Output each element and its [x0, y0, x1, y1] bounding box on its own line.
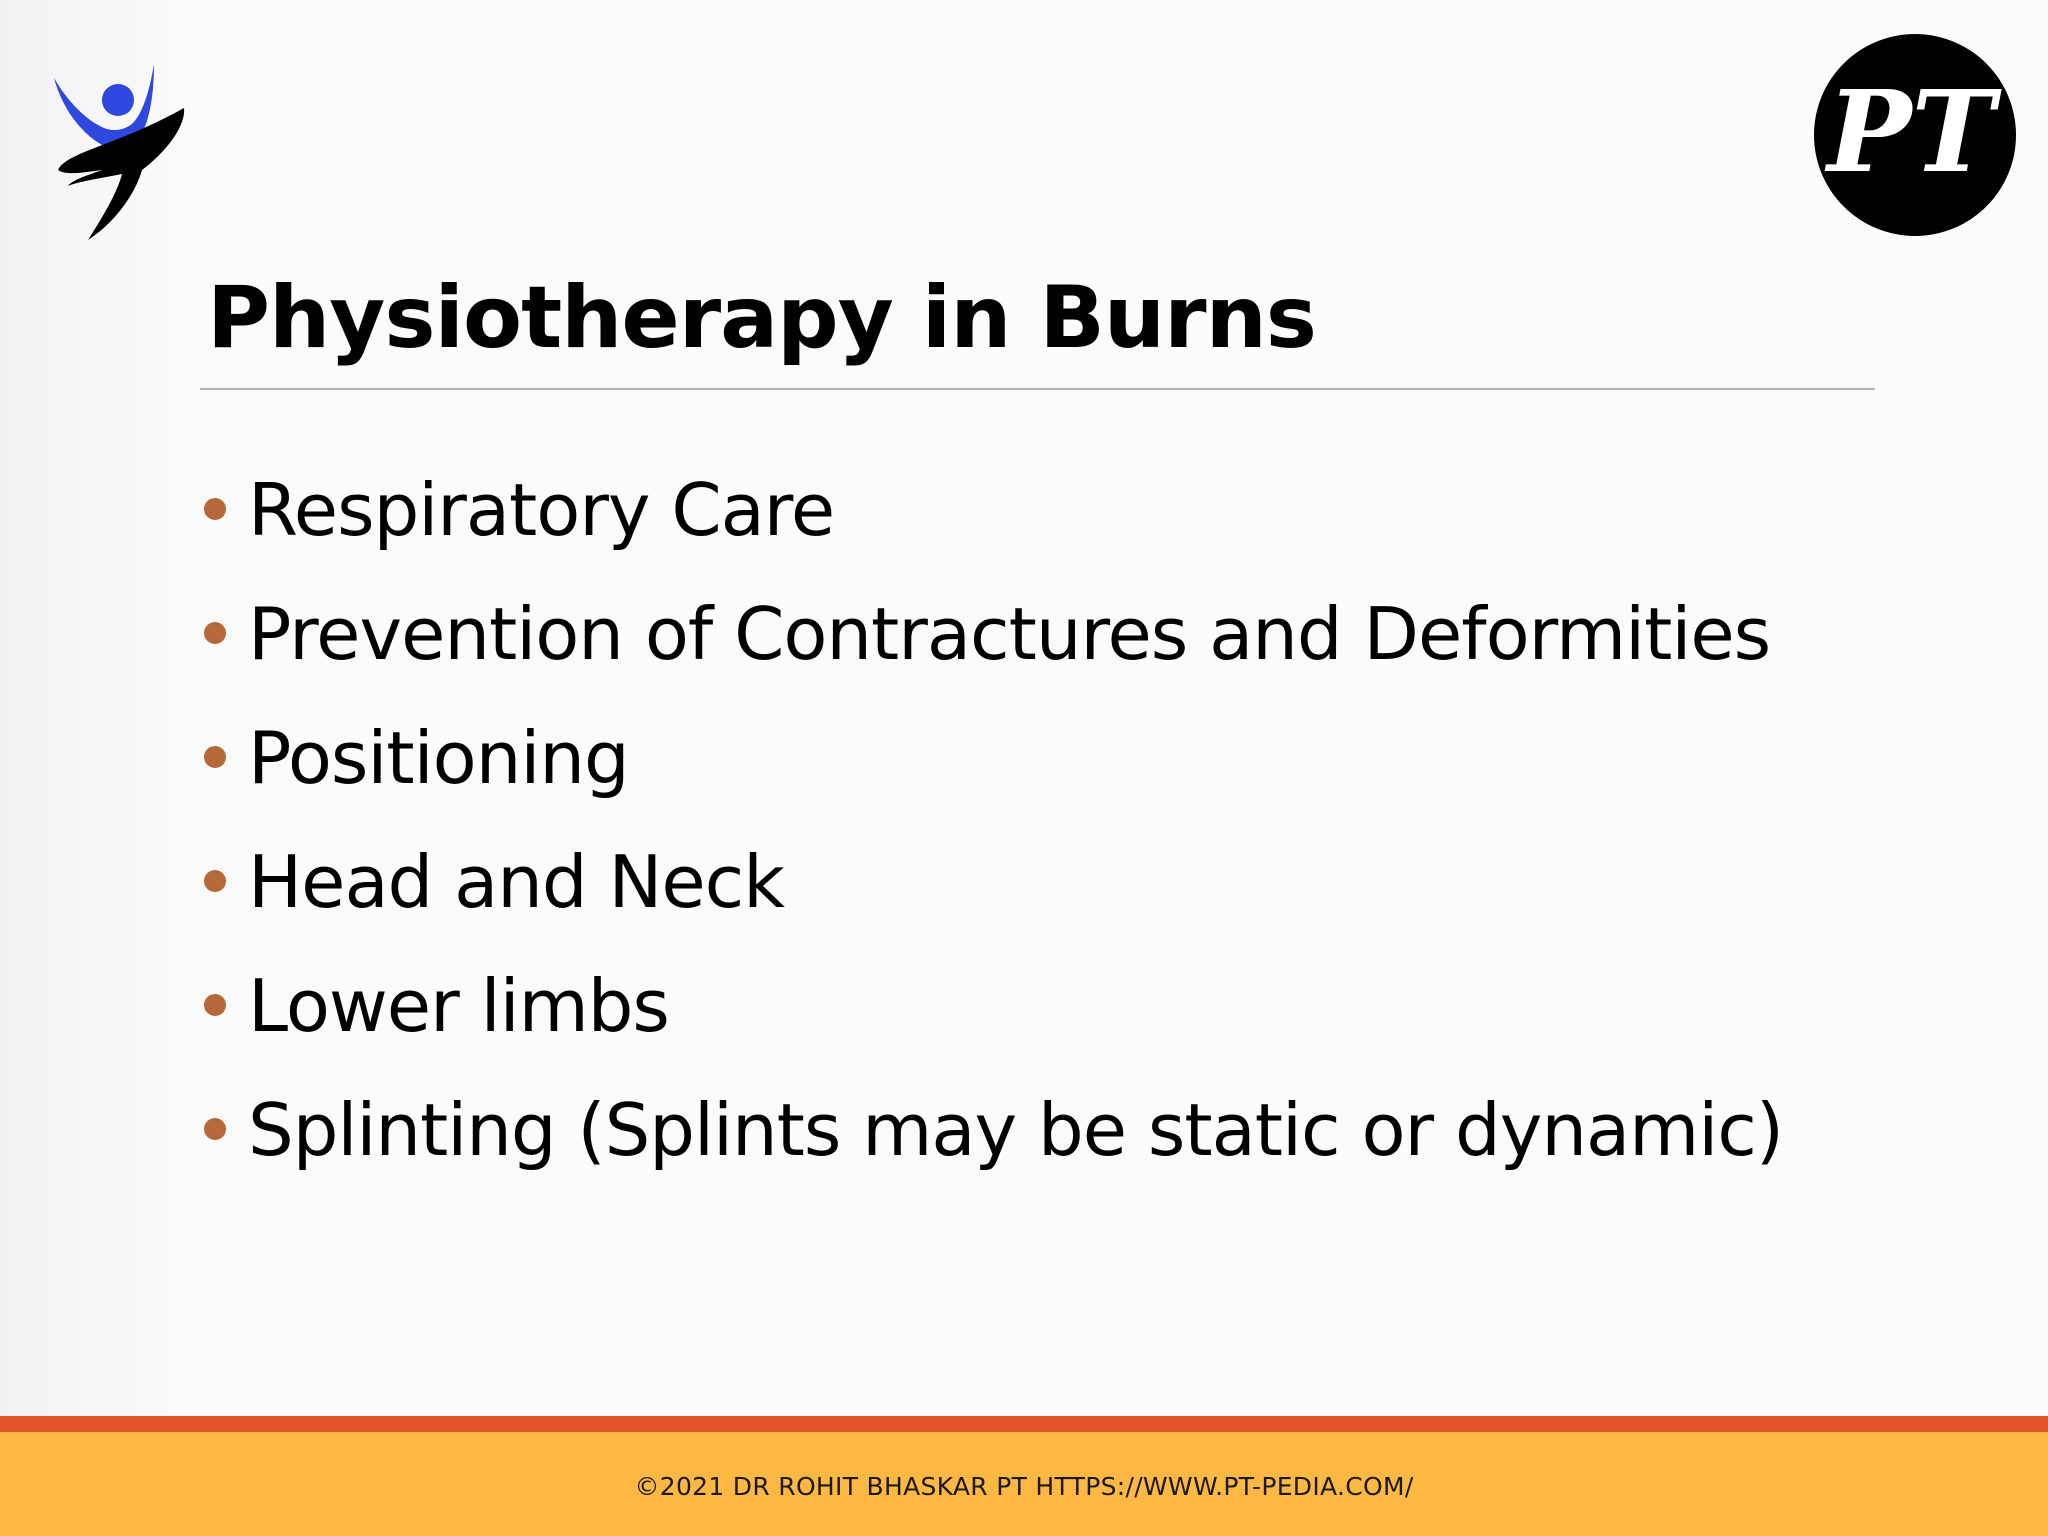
- bullet-dot-icon: [204, 498, 226, 520]
- footer-copyright: ©2021 DR ROHIT BHASKAR PT HTTPS://WWW.PT-PEDIA.COM/: [634, 1472, 1414, 1501]
- bullet-text: Prevention of Contractures and Deformities: [248, 592, 1771, 676]
- bullet-dot-icon: [204, 622, 226, 644]
- bullet-list: [200, 460, 2010, 1204]
- bullet-item: [200, 460, 2010, 584]
- bullet-dot-icon: [204, 746, 226, 768]
- dancing-figure-logo-icon: [46, 52, 206, 242]
- bullet-dot-icon: [204, 1118, 226, 1140]
- footer-stripe: [0, 1416, 2048, 1432]
- bullet-text: Splinting (Splints may be static or dynamic): [248, 1088, 1783, 1172]
- bullet-text: Lower limbs: [248, 964, 669, 1048]
- bullet-item: [200, 956, 2010, 1080]
- bullet-dot-icon: [204, 994, 226, 1016]
- bullet-item: [200, 832, 2010, 956]
- bullet-text: Head and Neck: [248, 840, 784, 924]
- slide-title: Physiotherapy in Burns: [207, 268, 1316, 368]
- bullet-text: Positioning: [248, 716, 629, 800]
- bullet-dot-icon: [204, 870, 226, 892]
- bullet-item: [200, 1080, 2010, 1204]
- bullet-text: Respiratory Care: [248, 468, 835, 552]
- bullet-item: [200, 584, 2010, 708]
- pt-logo-text: PT: [1827, 67, 1995, 198]
- bullet-item: [200, 708, 2010, 832]
- title-divider: [200, 388, 1875, 390]
- pt-logo-icon: [1813, 33, 2017, 237]
